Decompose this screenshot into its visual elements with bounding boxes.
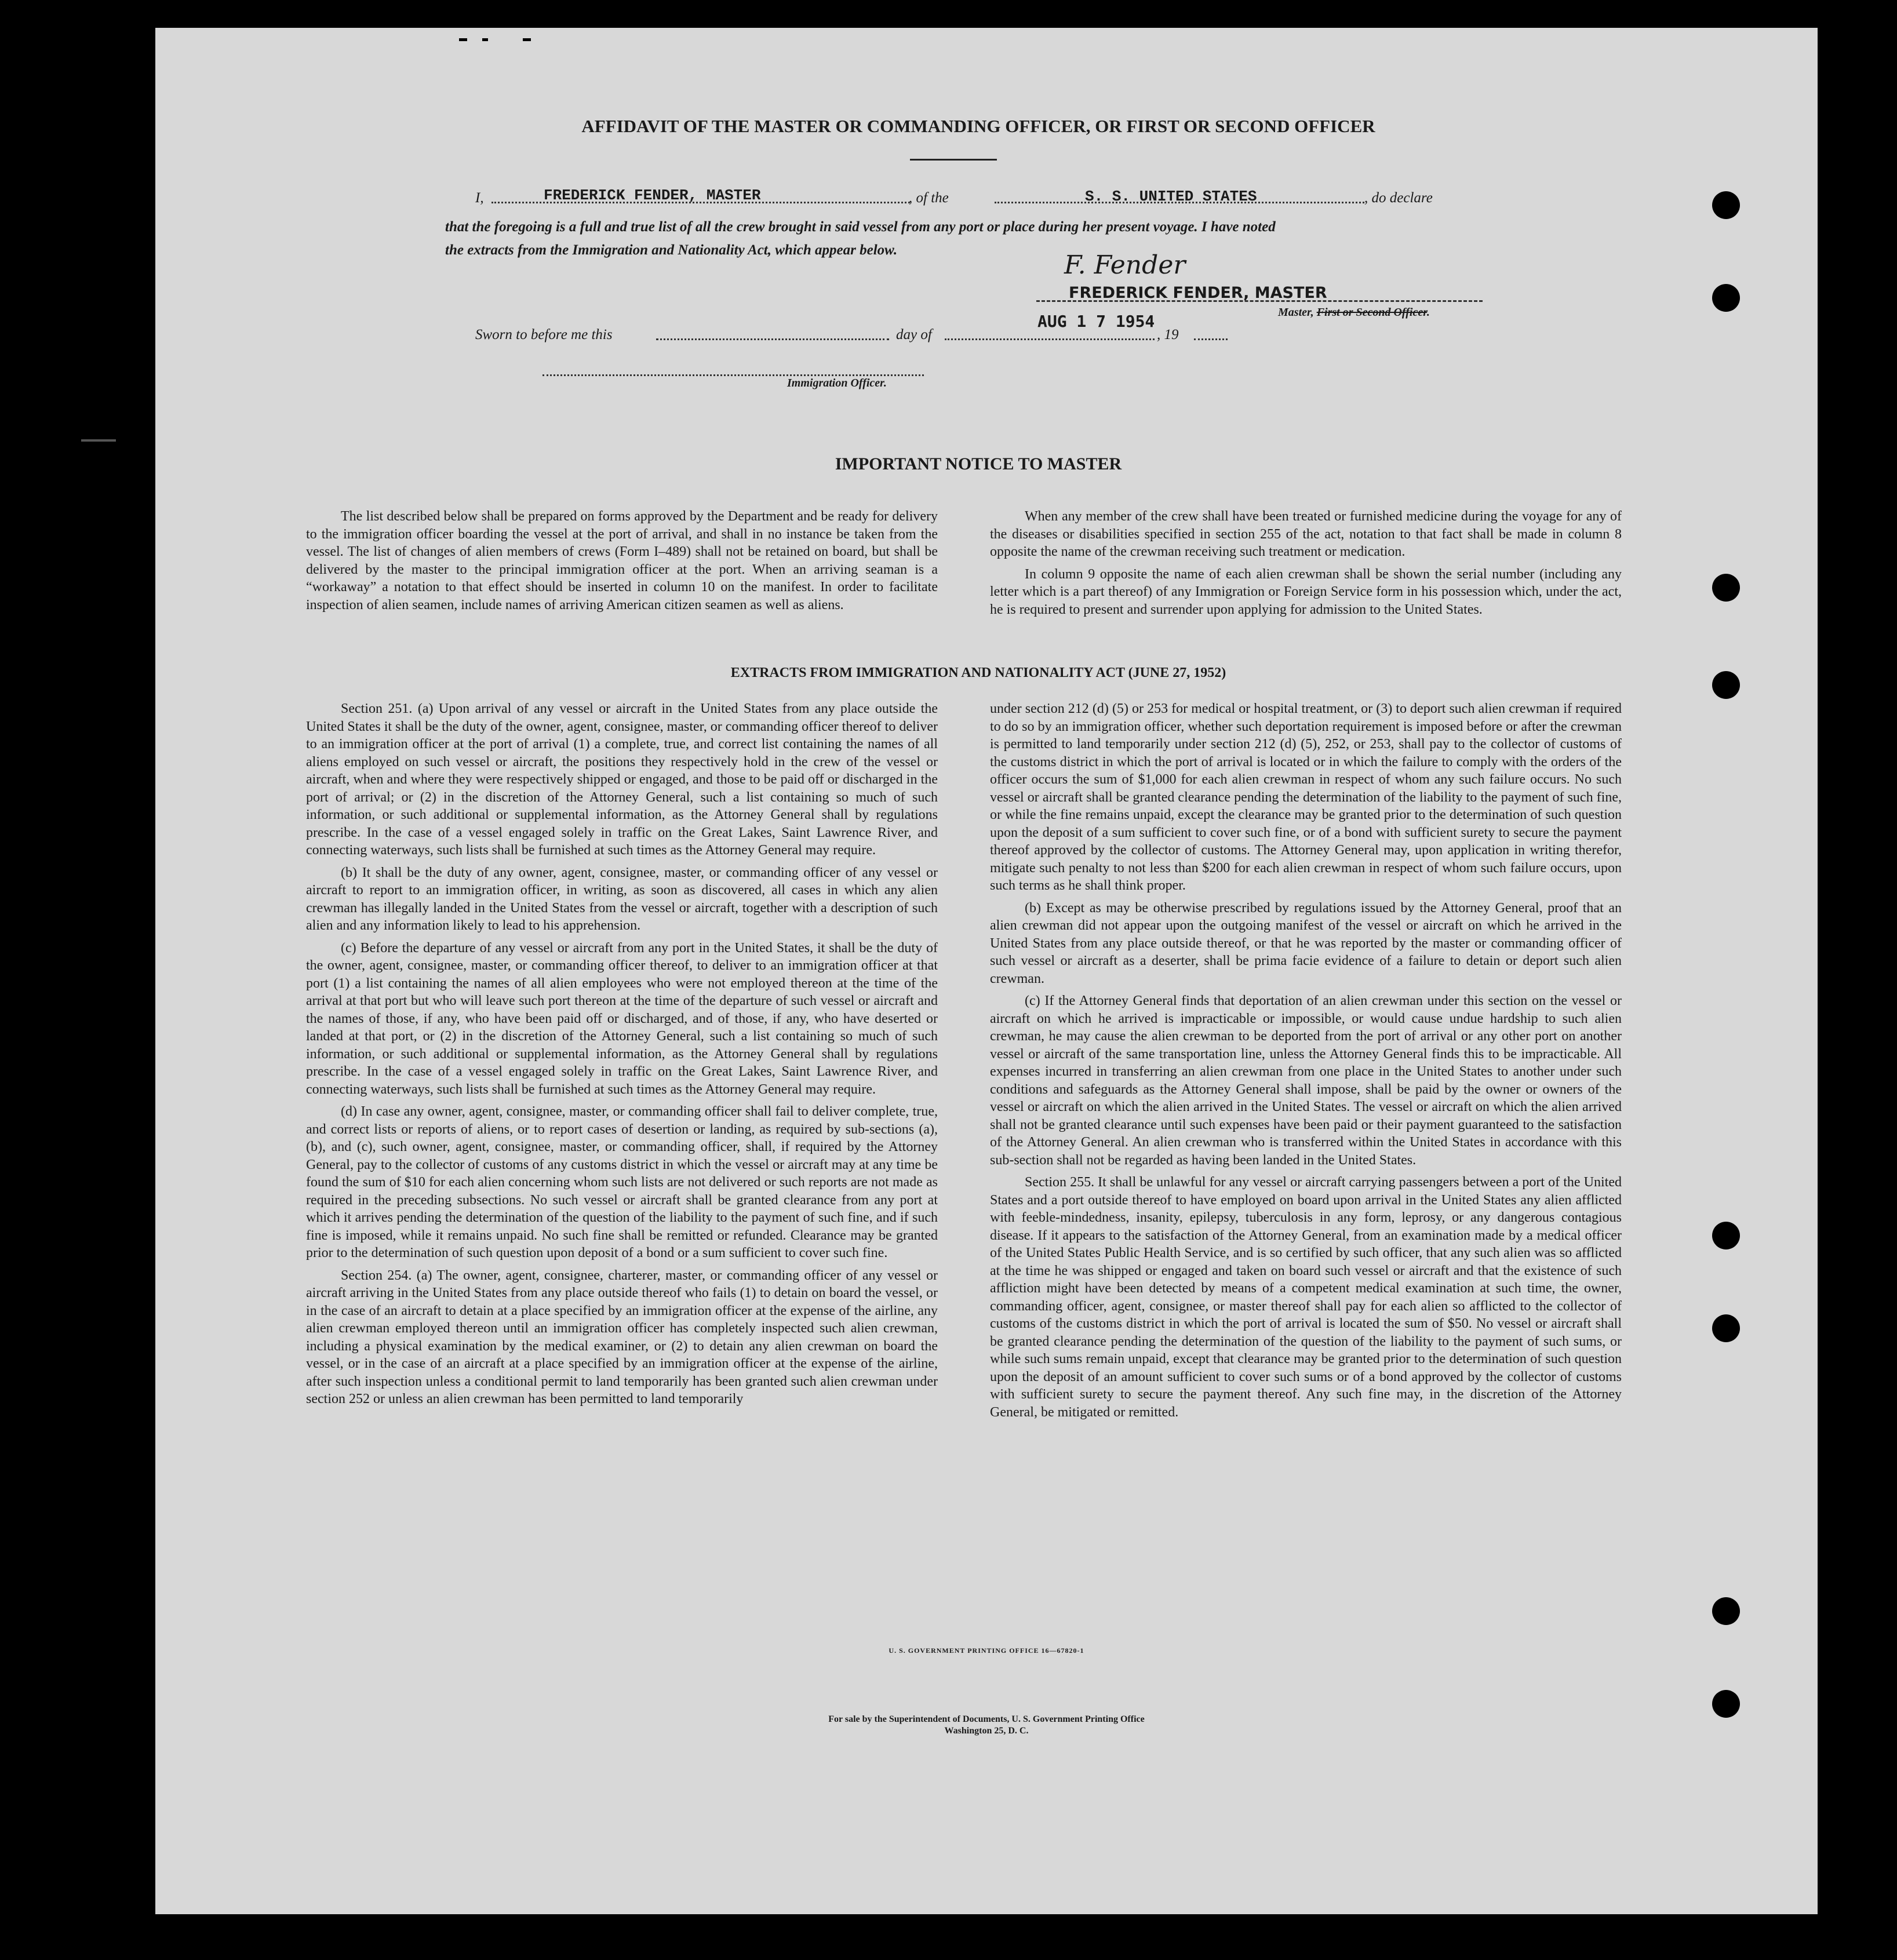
- binder-hole: [1712, 574, 1740, 602]
- border-mark: [482, 38, 488, 41]
- notice-right-column: [990, 508, 1622, 623]
- statement-line-1: that the foregoing is a full and true list of all the crew brought in said vessel from any port or place during her present voyage. I have noted: [445, 219, 1276, 235]
- signature-handwritten: F. Fender: [1064, 250, 1186, 280]
- section-254b: (b) Except as may be otherwise prescribed by regulations issued by the Attorney General, proof that an alien crewman did not appear upon the outgoing manifest of the vessel or aircraft on which he arrived in the United States from any place outside thereof, or that he was reported by the master or commanding officer of such vessel or aircraft as a deserter, shall be prima facie evidence of a failure to detain or deport such alien crewman.: [990, 900, 1622, 986]
- year-line: [1194, 338, 1228, 340]
- caption-master: Master,: [1278, 306, 1314, 319]
- section-251b: (b) It shall be the duty of any owner, agent, consignee, master, or commanding officer of any vessel or aircraft to report to an immigration officer, in writing, as soon as discovered, all cases in which any alien crewman has illegally landed in the United States from the vessel or aircraft, together with a description of such alien and any information likely to lead to his apprehension.: [306, 865, 938, 933]
- immigration-officer-caption: Immigration Officer.: [787, 377, 887, 389]
- sale-line-1: For sale by the Superintendent of Documents, U. S. Government Printing Office: [828, 1714, 1145, 1724]
- section-251a: Section 251. (a) Upon arrival of any vessel or aircraft in the United States from any place outside the United States it shall be the duty of the owner, agent, consignee, master, or commanding officer thereof to deliver to an immigration officer at the port of arrival (1) a complete, true, and correct list containing the names of all aliens employed on such vessel or aircraft, the positions they respectively hold in the crew of the vessel or aircraft, when and where they were respectively shipped or engaged, and those to be paid off or discharged in the port of arrival; or (2) in the discretion of the Attorney General, such a list containing so much of such information, or such additional or supplemental information, as the Attorney General shall by regulations prescribe. In the case of a vessel engaged solely in traffic on the Great Lakes, Saint Lawrence River, and connecting waterways, such lists shall be furnished at such times as the Attorney General may require.: [306, 701, 938, 858]
- extracts-left-column: [306, 700, 938, 1413]
- date-stamp: AUG 1 7 1954: [1037, 312, 1155, 331]
- master-name-value: FREDERICK FENDER, MASTER: [544, 187, 761, 204]
- section-251d: (d) In case any owner, agent, consignee, master, or commanding officer shall fail to deliver complete, true, and correct lists or reports of aliens, or to report cases of desertion or landing, as required by sub-sections (a), (b), and (c), such owner, agent, consignee, master, or commanding officer, shall, if required by the Attorney General, pay to the collector of customs of any customs district in which the vessel or aircraft may at any time be found the sum of $10 for each alien concerning whom such lists are not delivered or such reports are not made as required in the preceding subsections. No such vessel or aircraft shall be granted clearance from any port at which it arrives pending the determination of the question of the liability to the payment of such fine, and if such fine is imposed, while it remains unpaid. No such fine shall be remitted or refunded. Clearance may be granted prior to the determination of such question upon deposit of a bond or a sum sufficient to cover such fine.: [306, 1104, 938, 1260]
- officer-line: [542, 374, 924, 376]
- binder-hole: [1712, 1597, 1740, 1625]
- sale-line-2: Washington 25, D. C.: [944, 1726, 1029, 1736]
- label-of-the: , of the: [909, 190, 949, 206]
- day-of-label: day of: [896, 327, 932, 343]
- section-254a-continued: under section 212 (d) (5) or 253 for medical or hospital treatment, or (3) to deport such alien crewman if required to do so by an immigration officer, whether such deportation requirement is imposed before or after the crewman is permitted to land temporarily under section 212 (d) (5), 252, or 253, shall pay to the collector of customs of the customs district in which the port of arrival is located or in which the failure to comply with the orders of the officer occurs the sum of $1,000 for each alien crewman in respect of whom any such failure occurs. No such vessel or aircraft shall be granted clearance pending the determination of the liability to the payment of such fine, or while the fine remains unpaid, except the clearance may be granted prior to the determination of such question upon the deposit of a sum sufficient to cover such fine, or of a bond with sufficient surety to secure the payment thereof approved by the collector of customs. The Attorney General may, upon application in writing therefor, mitigate such penalty to not less than $200 for each alien crewman in respect of whom such failure occurs, upon such terms as he shall think proper.: [990, 701, 1622, 893]
- printing-office-code: U. S. GOVERNMENT PRINTING OFFICE 16—67820-1: [889, 1646, 1084, 1655]
- year-label: , 19: [1157, 327, 1179, 343]
- binder-hole: [1712, 191, 1740, 219]
- section-251c: (c) Before the departure of any vessel or aircraft from any port in the United States, it shall be the duty of the owner, agent, consignee, master, or commanding officer thereof, to deliver to an immigration officer at that port (1) a list containing the names of all alien employees who were not employed thereon at the time of the arrival at that port but who will leave such port thereon at the time of the departure of such vessel or aircraft and the names of those, if any, who have been paid off or discharged, and of those, if any, who have deserted or landed at that port, or (2) in the discretion of the Attorney General, such a list containing so much of such information, or such additional or supplemental information, as the Attorney General shall by regulations prescribe. In the case of a vessel engaged solely in traffic on the Great Lakes, Saint Lawrence River, and connecting waterways, such lists shall be furnished at such times as the Attorney General may require.: [306, 940, 938, 1097]
- binder-hole: [1712, 1690, 1740, 1718]
- binder-hole: [1712, 671, 1740, 699]
- extracts-right-column: [990, 700, 1622, 1426]
- binder-hole: [1712, 284, 1740, 312]
- caption-end: .: [1426, 306, 1430, 319]
- notice-left-paragraph: The list described below shall be prepared on forms approved by the Department and be ready for delivery to the immigration officer boarding the vessel at the port of arrival, and shall in no instance be taken from the vessel. The list of changes of alien members of crews (Form I–489) shall not be retained on board, but shall be delivered by the master to the principal immigration officer at the port. When an arriving seaman is a “workaway” a notation to that effect should be inserted in column 10 on the manifest. In order to facilitate inspection of alien seamen, include names of arriving American citizen seamen as well as aliens.: [306, 509, 938, 613]
- section-254c: (c) If the Attorney General finds that deportation of an alien crewman under this section on the vessel or aircraft on which he arrived is impracticable or impossible, or would cause undue hardship to such alien crewman, he may cause the alien crewman to be deported from the port of arrival or any other port on another vessel or aircraft of the same transportation line, unless the Attorney General finds this to be impracticable. All expenses incurred in transferring an alien crewman from one place in the United States to another under such conditions and safeguards as the Attorney General shall impose, shall be paid by the owner or owners of the vessel or aircraft on which the alien arrived in the United States. The vessel or aircraft on which the alien arrived shall not be granted clearance until such expenses have been paid or their payment guaranteed to the satisfaction of the Attorney General. An alien crewman who is transferred within the United States in accordance with this sub-section shall not be regarded as having been landed in the United States.: [990, 993, 1622, 1168]
- label-i: I,: [475, 190, 484, 206]
- section-255: Section 255. It shall be unlawful for any vessel or aircraft carrying passengers between a port of the United States and a port outside thereof to have employed on board upon arrival in the United States any alien afflicted with feeble-mindedness, insanity, epilepsy, tuberculosis in any form, leprosy, or any dangerous contagious disease. If it appears to the satisfaction of the Attorney General, from an examination made by a medical officer of the United States Public Health Service, and is so certified by such officer, that any such alien was so afflicted at the time he was shipped or engaged and taken on board such vessel or aircraft and that the existence of such affliction might have been detected by means of a competent medical examination at such time, the owner, commanding officer, agent, consignee, or master thereof shall pay for each alien so afflicted to the collector of customs of the customs district in which the port of arrival is located the sum of $50. No vessel or aircraft shall be granted clearance pending the determination of the question of the liability to the payment of such sums, or while such sums remain unpaid, except that clearance may be granted prior to the determination of such question upon the deposit of an amount sufficient to cover such sums or of a bond approved by the collector of customs with sufficient surety to secure the payment thereof. Any such fine may, in the discretion of the Attorney General, be mitigated or remitted.: [990, 1175, 1622, 1420]
- sworn-day-line: [656, 338, 889, 340]
- signature-stamp: FREDERICK FENDER, MASTER: [1069, 284, 1327, 302]
- caption-struck: First or Second Officer: [1316, 306, 1427, 319]
- document-page: [155, 28, 1818, 1914]
- border-mark: [523, 38, 531, 41]
- sworn-label: Sworn to before me this: [475, 327, 613, 343]
- month-line: [945, 338, 1155, 340]
- title-underline: [910, 159, 997, 161]
- border-mark: [81, 439, 116, 442]
- binder-hole: [1712, 1314, 1740, 1342]
- statement-line-2: the extracts from the Immigration and Nationality Act, which appear below.: [445, 242, 898, 258]
- notice-right-paragraph-2: In column 9 opposite the name of each alien crewman shall be shown the serial number (including any letter which is a part thereof) of any Immigration or Foreign Service form in his possession which, under the act, he is required to present and surrender upon applying for admission to the United States.: [990, 566, 1622, 617]
- extracts-title: EXTRACTS FROM IMMIGRATION AND NATIONALITY ACT (JUNE 27, 1952): [730, 665, 1226, 680]
- border-mark: [459, 38, 467, 41]
- notice-left-column: [306, 508, 938, 618]
- affidavit-title: AFFIDAVIT OF THE MASTER OR COMMANDING OFFICER, OR FIRST OR SECOND OFFICER: [581, 116, 1375, 136]
- section-254a: Section 254. (a) The owner, agent, consignee, charterer, master, or commanding officer of any vessel or aircraft arriving in the United States from any place outside thereof who fails (1) to detain on board the vessel, or in the case of an aircraft to detain at a place specified by an immigration officer at the expense of the airline, any alien crewman employed thereon until an immigration officer has completely inspected such alien crewman, including a physical examination by the medical examiner, or (2) to detain any alien crewman on board the vessel, or in the case of an aircraft at a place specified by an immigration officer at the expense of the airline, after such inspection unless a conditional permit to land temporarily has been granted such alien crewman under section 252 or unless an alien crewman has been permitted to land temporarily: [306, 1267, 938, 1407]
- signature-line: [1036, 300, 1483, 302]
- label-do-declare: , do declare: [1364, 190, 1433, 206]
- signature-caption: [1278, 306, 1430, 319]
- vessel-name-value: S. S. UNITED STATES: [1085, 188, 1257, 205]
- binder-hole: [1712, 1222, 1740, 1249]
- notice-right-paragraph-1: When any member of the crew shall have been treated or furnished medicine during the voyage for any of the diseases or disabilities specified in section 255 of the act, notation to that fact shall be made in column 8 opposite the name of the crewman receiving such treatment or medication.: [990, 509, 1622, 559]
- notice-title: IMPORTANT NOTICE TO MASTER: [835, 454, 1122, 473]
